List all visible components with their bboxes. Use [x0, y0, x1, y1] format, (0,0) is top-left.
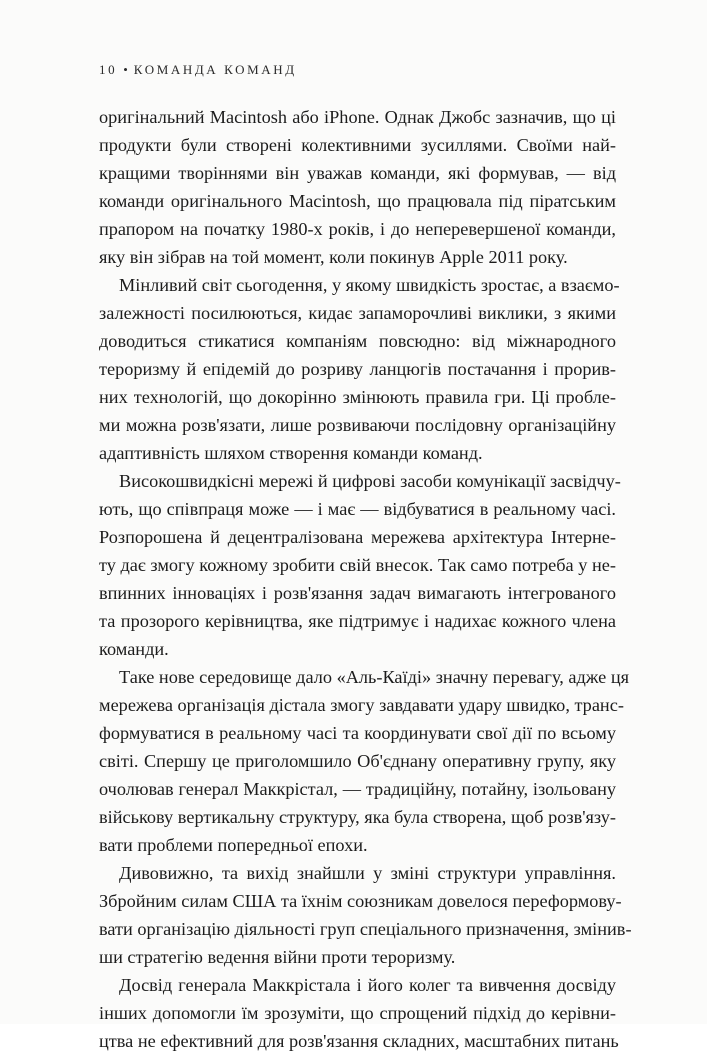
text-line: вати проблеми попередньої епохи. — [99, 835, 368, 855]
text-line: Збройним силам США та їхнім союзникам довелося переформову- — [99, 891, 622, 911]
text-line: мережева організація дістала змогу завдавати удару швидко, транс- — [99, 695, 624, 715]
paragraph — [99, 663, 630, 859]
chapter-title: КОМАНДА КОМАНД — [133, 62, 297, 77]
text-line: ють, що співпраця може — і має — відбуватися в реальному часі. — [99, 499, 616, 519]
paragraph — [99, 971, 619, 1055]
text-line: команди. — [99, 639, 169, 659]
text-line: Таке нове середовище дало «Аль-Каїді» значну перевагу, адже ця — [119, 667, 630, 687]
paragraph — [99, 859, 632, 971]
text-line: доводиться стикатися компаніям повсюдно: від міжнародного — [99, 331, 616, 351]
header-separator: • — [123, 62, 128, 77]
text-line: яку він зібрав на той момент, коли покинув Apple 2011 року. — [99, 247, 568, 267]
text-line: оригінальний Macintosh або iPhone. Однак Джобс зазначив, що ці — [99, 107, 616, 127]
text-line: Досвід генерала Маккрістала і його колег та вивчення досвіду — [119, 975, 616, 995]
text-line: ту дає змогу кожному зробити свій внесок. Так само потреба у не- — [99, 555, 616, 575]
text-line: цтва не ефективний для розв'язання складних, масштабних питань — [99, 1031, 619, 1051]
paragraph — [99, 103, 616, 271]
text-line: формуватися в реальному часі та координувати свої дії по всьому — [99, 723, 616, 743]
text-line: продукти були створені колективними зусиллями. Своїми най- — [99, 135, 616, 155]
text-line: прапором на початку 1980-х років, і до неперевершеної команди, — [99, 219, 616, 239]
text-line: кращими творіннями він уважав команди, які формував, — від — [99, 163, 616, 183]
text-line: Мінливий світ сьогодення, у якому швидкість зростає, а взаємо- — [119, 275, 620, 295]
text-line: тероризму й епідемій до розриву ланцюгів постачання і прорив- — [99, 359, 616, 379]
text-line: Високошвидкісні мережі й цифрові засоби комунікації засвідчу- — [119, 471, 621, 491]
text-line: військову вертикальну структуру, яка була створена, щоб розв'язу- — [99, 807, 616, 827]
paragraph — [99, 271, 620, 467]
text-line: адаптивність шляхом створення команди команд. — [99, 443, 483, 463]
paragraph — [99, 467, 621, 663]
body-text — [99, 103, 632, 1055]
text-line: залежності посилюються, кидає запаморочливі виклики, з якими — [99, 303, 616, 323]
page-number: 10 — [99, 62, 118, 77]
text-line: команди оригінального Macintosh, що працювала під піратським — [99, 191, 616, 211]
text-line: ми можна розв'язати, лише розвиваючи послідовну організаційну — [99, 415, 616, 435]
text-line: них технологій, що докорінно змінюють правила гри. Ці пробле- — [99, 387, 616, 407]
text-line: Дивовижно, та вихід знайшли у зміні структури управління. — [119, 863, 616, 883]
text-line: та прозорого керівництва, яке підтримує і надихає кожного члена — [99, 611, 616, 631]
text-line: інших допомогли їм зрозуміти, що спрощений підхід до керівни- — [99, 1003, 616, 1023]
text-line: ши стратегію ведення війни проти тероризму. — [99, 947, 456, 967]
running-head — [99, 62, 297, 78]
text-line: впинних інноваціях і розв'язання задач вимагають інтегрованого — [99, 583, 616, 603]
text-line: світі. Спершу це приголомшило Об'єднану оперативну групу, яку — [99, 751, 616, 771]
text-line: Розпорошена й децентралізована мережева архітектура Інтерне- — [99, 527, 616, 547]
text-line: вати організацію діяльності груп спеціального призначення, змінив- — [99, 919, 632, 939]
text-line: очолював генерал Маккрістал, — традиційну, потайну, ізольовану — [99, 779, 616, 799]
